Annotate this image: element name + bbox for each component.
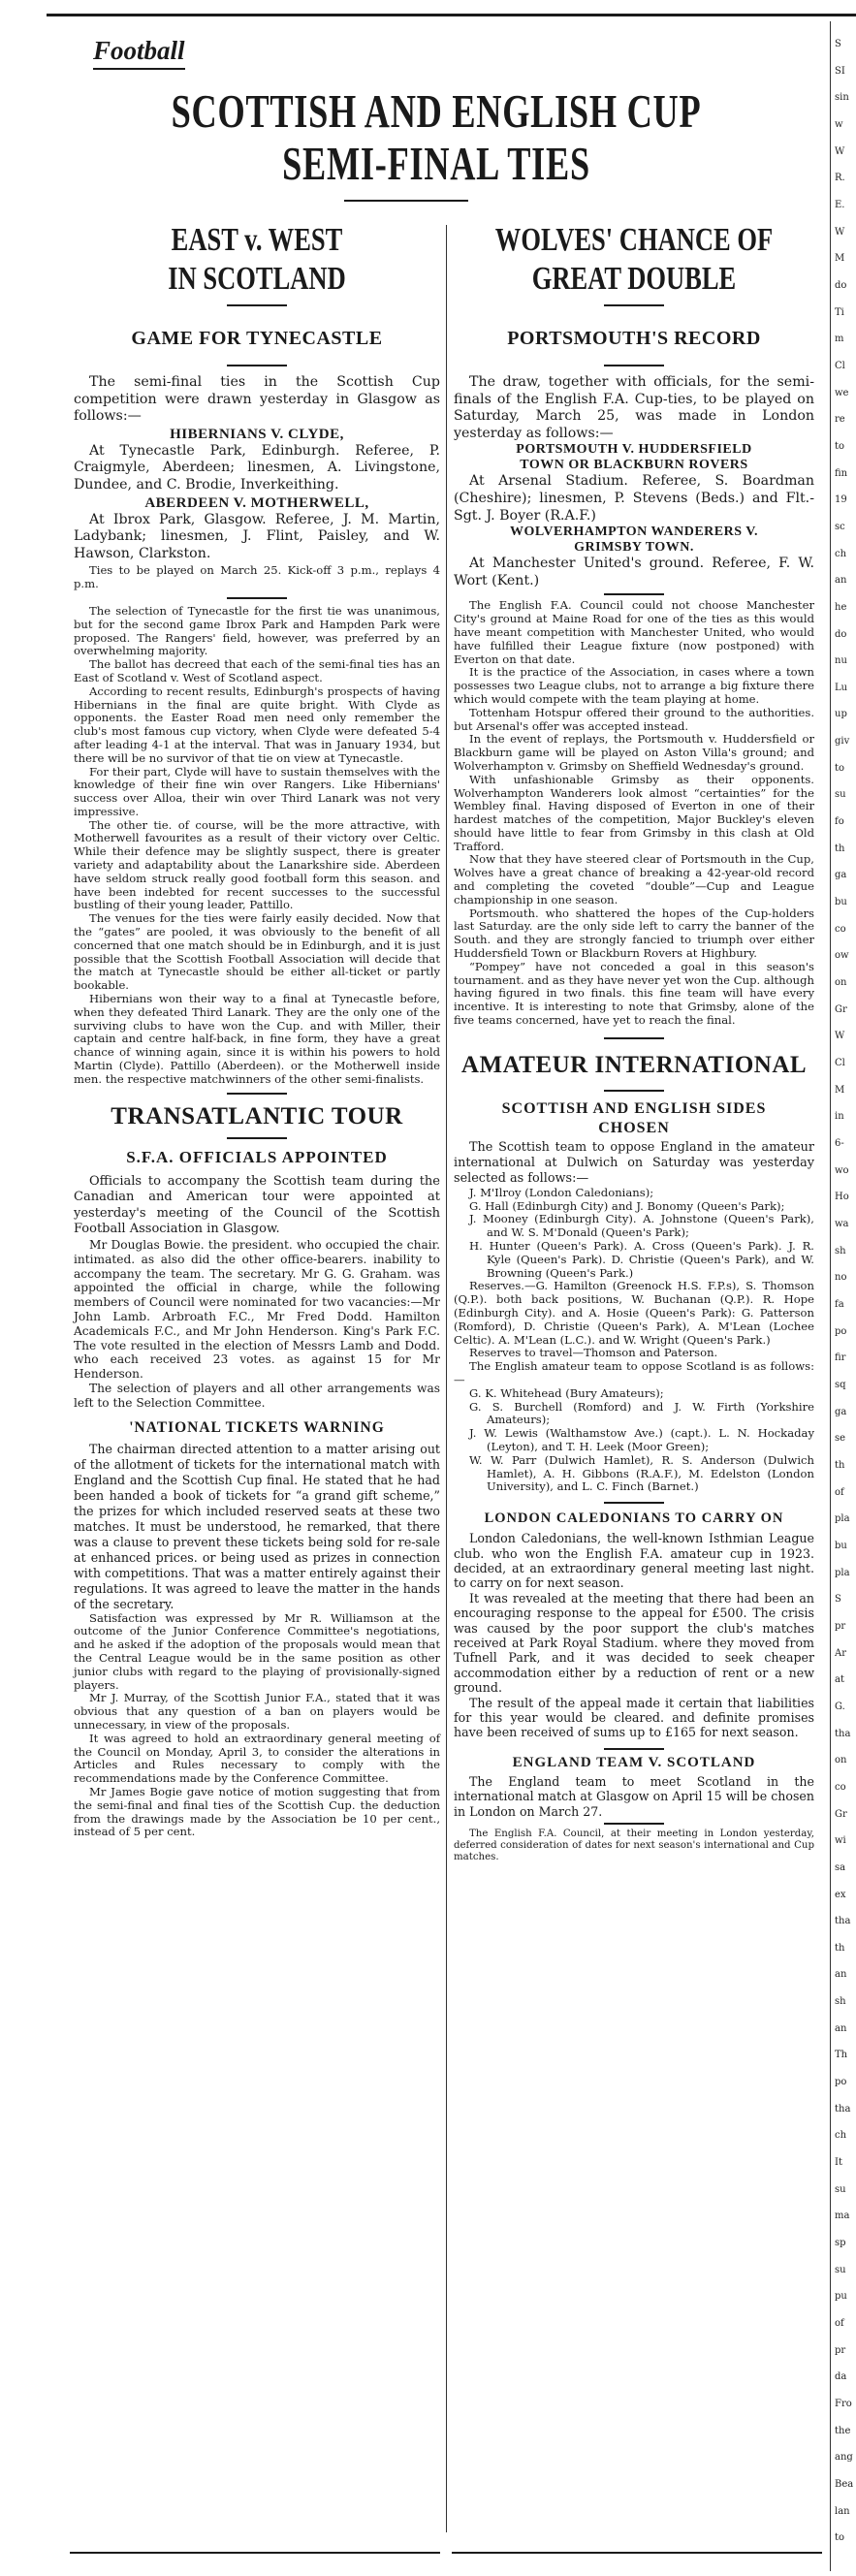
adjacent-text-fragment: of [835,1487,844,1498]
adjacent-text-fragment: th [835,843,845,854]
headline-line: GREAT DOUBLE [531,261,737,297]
bottom-rule-right [452,2552,822,2554]
adjacent-text-fragment: sh [835,1996,846,2007]
adjacent-text-fragment: to [835,441,845,452]
adjacent-text-fragment: wi [835,1835,846,1846]
adjacent-text-fragment: sp [835,2238,846,2248]
paragraph: Mr Douglas Bowie. the president. who occupied the chair. intimated. as also did the other office-bearers. inability to accompany the team. The secretary. Mr G. G. Graham. was appointed the official in charge, while the following members of Council were nominated for two vacancies:—Mr John Lamb. Arbroath F.C., Mr Fred Dodd. Hamilton Academicals F.C., and Mr John Henderson. King's Park F.C. The vote resulted in the election of Messrs Lamb and Dodd. who each received 23 votes. as against 15 for Mr Henderson. [74,1238,440,1382]
english-team-line: J. W. Lewis (Walthamstow Ave.) (capt.). L. N. Hockaday (Leyton), and T. H. Leek (Moor Green); [469,1426,814,1453]
adjacent-text-fragment: giv [835,736,850,747]
adjacent-text-fragment: the [835,2426,851,2436]
tie-title-line: PORTSMOUTH V. HUDDERSFIELD [516,442,752,458]
scottish-team-line: G. Hall (Edinburgh City) and J. Bonomy (Queen's Park); [469,1198,785,1213]
adjacent-text-fragment: on [835,1755,847,1765]
adjacent-text-fragment: su [835,2184,846,2195]
divider-rule [604,1823,664,1825]
caledonians-headline: LONDON CALEDONIANS TO CARRY ON [484,1511,784,1527]
adjacent-text-fragment: W [835,1031,845,1041]
adjacent-text-fragment: 19 [835,494,847,505]
tickets-subhead: 'NATIONAL TICKETS WARNING [129,1418,385,1436]
adjacent-text-fragment: M [835,1085,845,1096]
adjacent-text-fragment: sh [835,1246,846,1256]
adjacent-text-fragment: fa [835,1299,844,1310]
headline-rule [344,200,468,202]
tie-details: At Manchester United's ground. Referee, F. W. Wort (Kent.) [454,556,814,588]
adjacent-text-fragment: se [835,1433,846,1444]
adjacent-text-fragment: an [835,575,847,586]
adjacent-text-fragment: S [835,39,841,49]
article-intro: The draw, together with officials, for the semi-finals of the English F.A. Cup-ties, to be played on Saturday, March 25, was made in London yesterday as follows:— [454,374,814,441]
paragraph: According to recent results, Edinburgh's prospects of having Hibernians in the final are quite bright. With Clyde as opponents. the Easter Road men need only remember the club's most famous cup victory, when Clyde were defeated 5-4 after leading 4-1 at the interval. That was in January 1934, but there will be no survivor of that tie on view at Tynecastle. [74,684,440,765]
paragraph: Mr J. Murray, of the Scottish Junior F.A., stated that it was obvious that any question of a ban on players would be unnecessary, in view of the proposals. [74,1691,440,1732]
paragraph: With unfashionable Grimsby as their opponents. Wolverhampton Wanderers look almost “certainties” for the Wembley final. Having disposed of Everton in one of their hardest matches of the competition, Major Buckley's eleven should have little to fear from Grimsby in this clash at Old Trafford. [454,772,814,853]
amateur-intro: The Scottish team to oppose England in the amateur international at Dulwich on Saturday was yesterday selected as follows:— [454,1139,814,1186]
paragraph: The chairman directed attention to a matter arising out of the allotment of tickets for the international match with England and the Scottish Cup final. He stated that he had been handed a book of tickets for “a grand gift scheme,” the prizes for which included reserved seats at these two matches. It must be understood, he remarked, that there was a clause to prevent these tickets being sold for re-sale at enhanced prices. or being used as prizes in connection with competitions. That was a matter entirely against their regulations. It was agreed to leave the matter in the hands of the secretary. [74,1441,440,1611]
paragraph: Satisfaction was expressed by Mr R. Williamson at the outcome of the Junior Conference Committee's negotiations, and he asked if the adoption of the proposals would mean that the Central League would be in the same position as other junior clubs with regard to the playing of provisionally-signed players. [74,1610,440,1692]
adjacent-text-fragment: ch [835,2130,847,2141]
bottom-rule-left [70,2552,440,2554]
adjacent-text-fragment: an [835,1969,847,1980]
adjacent-text-fragment: an [835,2023,847,2034]
adjacent-text-fragment: su [835,2265,846,2275]
adjacent-text-fragment: to [835,763,845,774]
adjacent-column-fragment [835,19,856,2576]
tie-details: At Ibrox Park, Glasgow. Referee, J. M. Martin, Ladybank; linesmen, J. Flint, Paisley, and W. Hawson, Clarkston. [74,511,440,561]
adjacent-text-fragment: Lu [835,683,848,693]
adjacent-text-fragment: co [835,924,846,935]
amateur-subhead-line: CHOSEN [598,1119,670,1136]
adjacent-text-fragment: ch [835,549,847,559]
adjacent-text-fragment: fo [835,816,844,827]
article-subhead: GAME FOR TYNECASTLE [131,328,383,349]
english-team-line: W. W. Parr (Dulwich Hamlet), R. S. Anderson (Dulwich Hamlet), A. H. Gibbons (R.A.F.), M. Edelston (London University), and L. C. Finch (Barnet.) [469,1452,814,1494]
paragraph: The ballot has decreed that each of the semi-final ties has an East of Scotland v. West of Scotland aspect. [74,657,440,684]
amateur-subhead [454,1099,814,1138]
paragraph: The other tie. of course, will be the more attractive, with Motherwell favourites as a result of their victory over Celtic. While their defence may be slightly suspect, there is greater variety and adaptability about the Lanarkshire side. Aberdeen have seldom struck really good football form this season. and have been indebted for recent successes to the successful bustling of their young leader, Pattillo. [74,817,440,912]
article-wolves [454,221,814,1863]
tie-title-line: TOWN OR BLACKBURN ROVERS [520,458,748,473]
article-intro: The semi-final ties in the Scottish Cup competition were drawn yesterday in Glasgow as follows:— [74,374,440,425]
article-subhead: PORTSMOUTH'S RECORD [507,328,761,349]
adjacent-text-fragment: to [835,2532,845,2543]
adjacent-text-fragment: R. [835,173,845,183]
adjacent-text-fragment: Bea [835,2479,854,2490]
adjacent-text-fragment: th [835,1460,845,1471]
english-team-line: G. S. Burchell (Romford) and J. W. Firth (Yorkshire Amateurs); [469,1399,814,1427]
adjacent-text-fragment: do [835,629,847,640]
adjacent-text-fragment: at [835,1674,844,1685]
paragraph: In the event of replays, the Portsmouth v. Huddersfield or Blackburn game will be played on Aston Villa's ground; and Wolverhampton v. Grimsby on Sheffield Wednesday's ground. [454,732,814,773]
adjacent-text-fragment: It [835,2157,842,2168]
divider-rule [604,1090,664,1092]
adjacent-text-fragment: nu [835,655,847,666]
adjacent-text-fragment: w [835,119,843,130]
paragraph: For their part, Clyde will have to sustain themselves with the knowledge of their fine win over Rangers. Like Hibernians' success over Alloa, their win over Third Lanark was not very impressive. [74,764,440,818]
paragraph: The venues for the ties were fairly easily decided. Now that the “gates” are pooled, it was obviously to the benefit of all concerned that one match should be in Edinburgh, and it is just possible that the Scottish Football Association will decide that the match at Tynecastle should be either all-ticket or partly bookable. [74,911,440,993]
article-east-v-west [74,221,440,1839]
adjacent-text-fragment: m [835,334,844,344]
adjacent-text-fragment: wo [835,1165,849,1176]
adjacent-text-fragment: po [835,2077,847,2087]
adjacent-text-fragment: co [835,1782,846,1793]
reserves: Reserves.—G. Hamilton (Greenock H.S. F.P.s), S. Thomson (Q.P.). both back positions, W. Buchanan (Q.P.). R. Hope (Edinburgh City). and A. Hosie (Queen's Park): G. Patterson (Romford), D. Christie (Queen's Park), A. M'Lean (Lochee Celtic). A. M'Lean (L.C.). and W. Wright (Queen's Park.) [454,1279,814,1347]
divider-rule [227,597,287,599]
adjacent-text-fragment: re [835,414,845,425]
article-headline [493,221,775,299]
adjacent-text-fragment: fir [835,1352,846,1363]
adjacent-text-fragment: G. [835,1701,845,1712]
adjacent-text-fragment: Cl [835,361,845,371]
adjacent-text-fragment: tha [835,1916,851,1926]
amateur-headline: AMATEUR INTERNATIONAL [460,1051,808,1078]
divider-rule [604,1502,664,1504]
adjacent-text-fragment: tha [835,2104,851,2115]
adjacent-text-fragment: on [835,977,847,988]
tour-subhead: S.F.A. OFFICIALS APPOINTED [126,1147,388,1166]
tie-details: At Arsenal Stadium. Referee, S. Boardman (Cheshire); linesmen, P. Stevens (Beds.) and Flt.-Sgt. J. Boyer (R.A.F.) [454,473,814,524]
adjacent-text-fragment: Fro [835,2399,852,2409]
page-top-rule [47,14,856,16]
paragraph: Tottenham Hotspur offered their ground to the authorities. but Arsenal's offer was accepted instead. [454,705,814,733]
column-divider-center [446,225,447,2532]
adjacent-text-fragment: S [835,1594,841,1605]
paragraph: The selection of players and all other arrangements was left to the Selection Committee. [74,1381,440,1410]
tie-title [454,442,814,473]
adjacent-text-fragment: Ti [835,307,844,318]
adjacent-text-fragment: su [835,789,846,800]
tie-title: ABERDEEN V. MOTHERWELL, [144,494,369,511]
adjacent-text-fragment: bu [835,897,847,907]
adjacent-text-fragment: M [835,253,845,264]
adjacent-text-fragment: do [835,280,847,291]
adjacent-text-fragment: Gr [835,1809,847,1820]
divider-rule [604,1748,664,1750]
english-intro: The English amateur team to oppose Scotland is as follows:— [454,1359,814,1386]
england-headline: ENGLAND TEAM V. SCOTLAND [512,1754,756,1770]
adjacent-text-fragment: Th [835,2050,848,2060]
column-divider-right [830,21,831,2571]
scottish-team-line: J. Mooney (Edinburgh City). A. Johnstone (Queen's Park), and W. S. M'Donald (Queen's Park); [469,1212,814,1240]
tie-title: HIBERNIANS V. CLYDE, [170,426,344,442]
divider-rule [604,593,664,595]
adjacent-text-fragment: ga [835,870,847,880]
adjacent-text-fragment: sc [835,522,845,532]
adjacent-text-fragment: wa [835,1219,849,1229]
tie-title [454,525,814,556]
paragraph: Portsmouth. who shattered the hopes of the Cup-holders last Saturday. are the only side left to carry the banner of the South. and they are strongly fancied to triumph over either Huddersfield Town or Blackburn Rovers at Highbury. [454,906,814,961]
paragraph: Now that they have steered clear of Portsmouth in the Cup, Wolves have a great chance of breaking a 42-year-old record and completing the coveted “double”—Cup and League championship in one season. [454,852,814,906]
adjacent-text-fragment: ang [835,2452,853,2463]
adjacent-text-fragment: tha [835,1729,851,1739]
adjacent-text-fragment: ow [835,950,849,961]
scottish-team-line: H. Hunter (Queen's Park). A. Cross (Queen's Park). J. R. Kyle (Queen's Park). D. Christie (Queen's Park), and W. Browning (Queen's Park.) [469,1239,814,1280]
adjacent-text-fragment: W [835,146,845,157]
england-text: The England team to meet Scotland in the international match at Glasgow on April 15 will be chosen in London on March 27. [454,1773,814,1819]
divider-rule [604,1037,664,1039]
tie-details: At Tynecastle Park, Edinburgh. Referee, P. Craigmyle, Aberdeen; linesmen, A. Livingstone, Dundee, and C. Brodie, Inverkeithing. [74,442,440,493]
headline-line: EAST v. WEST [171,222,343,258]
paragraph: It was revealed at the meeting that there had been an encouraging response to the appeal for £500. The crisis was caused by the poor support the club's matches received at Park Royal Stadium. where they moved from Tufnell Park, and it was decided to seek cheaper accommodation either by a reduction of rent or a new ground. [454,1590,814,1696]
adjacent-text-fragment: 6- [835,1138,844,1149]
adjacent-text-fragment: pla [835,1568,850,1578]
adjacent-text-fragment: Cl [835,1058,845,1068]
paragraph: Hibernians won their way to a final at Tynecastle before, when they defeated Third Lanark. They are the only one of the surviving clubs to have won the Cup. and with Miller, their captain and centre half-back, in fine form, they have a great chance of winning again, since it is within his powers to hold Martin (Clyde). Pattillo (Aberdeen). or the Motherwell inside men. the respective matchwinners of the other semi-finalists. [74,992,440,1086]
adjacent-text-fragment: in [835,1111,844,1122]
adjacent-text-fragment: pla [835,1513,850,1524]
adjacent-text-fragment: sin [835,92,849,103]
paragraph: The result of the appeal made it certain that liabilities for this year would be cleared. and definite promises have been received of sums up to £165 for next season. [454,1695,814,1740]
adjacent-text-fragment: he [835,602,847,613]
adjacent-text-fragment: SI [835,66,845,77]
adjacent-text-fragment: da [835,2371,847,2382]
main-headline-line1: SCOTTISH AND ENGLISH CUP [171,84,702,138]
headline-line: IN SCOTLAND [168,261,346,297]
adjacent-text-fragment: Ho [835,1192,849,1202]
adjacent-text-fragment: Gr [835,1004,847,1015]
reserves-travel: Reserves to travel—Thomson and Paterson. [469,1346,718,1360]
article-headline [114,221,400,299]
adjacent-text-fragment: up [835,709,847,719]
paragraph: It was agreed to hold an extraordinary general meeting of the Council on Monday, April 3, to consider the alterations in Articles and Rules necessary to comply with the recommendations made by the Conference Committee. [74,1731,440,1786]
adjacent-text-fragment: W [835,227,845,238]
adjacent-text-fragment: bu [835,1541,847,1551]
adjacent-text-fragment: E. [835,200,845,210]
adjacent-text-fragment: sa [835,1862,846,1873]
adjacent-text-fragment: ga [835,1407,847,1417]
kickoff-times: Ties to be played on March 25. Kick-off 3 p.m., replays 4 p.m. [74,563,440,591]
divider-rule [227,304,287,306]
adjacent-text-fragment: pr [835,2345,846,2356]
tie-title-line: GRIMSBY TOWN. [574,540,694,556]
tour-intro: Officials to accompany the Scottish team during the Canadian and American tour were appointed at yesterday's meeting of the Council of the Scottish Football Association in Glasgow. [74,1173,440,1237]
adjacent-text-fragment: no [835,1272,847,1283]
adjacent-text-fragment: po [835,1326,847,1337]
paragraph: “Pompey” have not conceded a goal in this season's tournament. and as they have never yet won the Cup. although having figured in two finals. this fine team will have every incentive. It is interesting to note that Grimsby, alone of the five teams concerned, have yet to reach the final. [454,959,814,1028]
adjacent-text-fragment: th [835,1943,845,1954]
adjacent-text-fragment: ma [835,2210,850,2221]
paragraph: It is the practice of the Association, in cases where a town possesses two League clubs, not to arrange a big fixture there which would compete with the team playing at home. [454,665,814,706]
adjacent-text-fragment: of [835,2318,844,2329]
paragraph: Mr James Bogie gave notice of motion suggesting that from the semi-final and final ties of the Scottish Cup. the deduction from the drawings made by the Association be 10 per cent., instead of 5 per cent. [74,1784,440,1839]
english-team-line: G. K. Whitehead (Bury Amateurs); [469,1385,664,1400]
adjacent-text-fragment: ex [835,1890,846,1900]
section-label: Football [93,37,185,70]
adjacent-text-fragment: we [835,388,849,398]
divider-rule [227,1137,287,1139]
england-note: The English F.A. Council, at their meeting in London yesterday, deferred consideration of dates for next season's international and Cup matches. [454,1829,814,1863]
divider-rule [604,304,664,306]
tour-headline: TRANSATLANTIC TOUR [111,1102,403,1129]
headline-line: WOLVES' CHANCE OF [494,222,774,258]
paragraph: The English F.A. Council could not choose Manchester City's ground at Maine Road for one of the ties as this would have meant competition with Manchester United, who would have fulfilled their League fixture (now postponed) with Everton on that date. [454,598,814,666]
scottish-team-line: J. M'Ilroy (London Caledonians); [469,1185,654,1199]
paragraph: The selection of Tynecastle for the first tie was unanimous, but for the second game Ibrox Park and Hampden Park were proposed. The Rangers' field, however, was preferred by an overwhelming majority. [74,603,440,658]
adjacent-text-fragment: sq [835,1380,846,1390]
adjacent-text-fragment: pu [835,2291,847,2302]
adjacent-text-fragment: lan [835,2506,850,2517]
tie-title-line: WOLVERHAMPTON WANDERERS V. [509,525,759,540]
adjacent-text-fragment: pr [835,1621,846,1632]
main-headline [156,85,715,190]
divider-rule [227,1093,287,1095]
adjacent-text-fragment: Ar [835,1648,847,1659]
paragraph: London Caledonians, the well-known Isthmian League club. who won the English F.A. amateur cup in 1923. decided, at an extraordinary general meeting last night. to carry on for next season. [454,1531,814,1591]
main-headline-line2: SEMI-FINAL TIES [282,137,590,190]
amateur-subhead-line: SCOTTISH AND ENGLISH SIDES [501,1099,767,1117]
adjacent-text-fragment: fin [835,468,848,479]
